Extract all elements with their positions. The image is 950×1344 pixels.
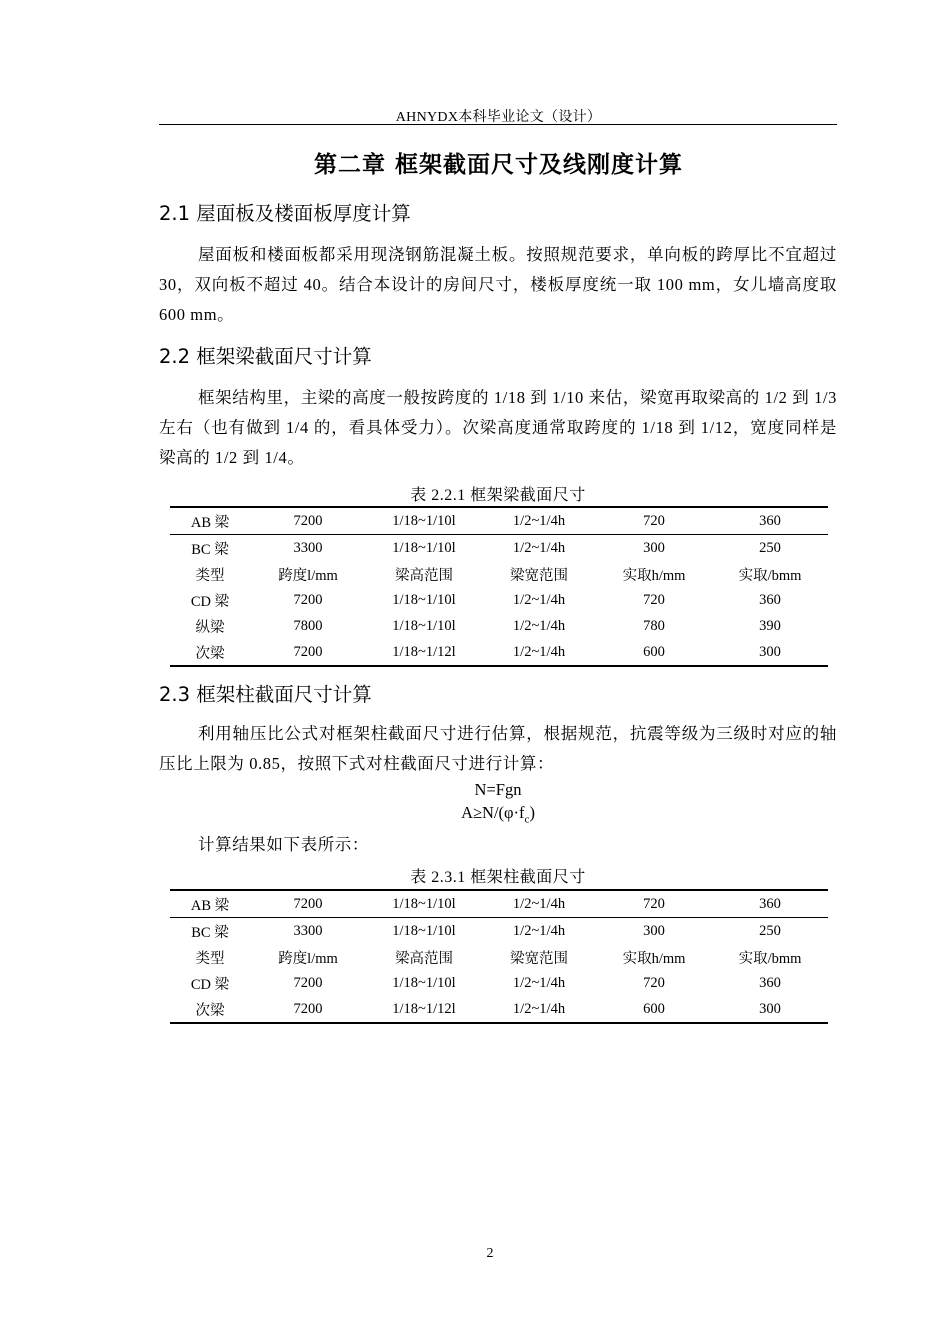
table-cell: 次梁: [170, 639, 250, 666]
column-section-table: [170, 889, 828, 1024]
table-cell: 360: [712, 507, 828, 535]
chapter-title: 第二章 框架截面尺寸及线刚度计算: [313, 152, 683, 178]
header-rule: [159, 124, 837, 125]
table-cell: 390: [759, 617, 781, 634]
table-row: [170, 613, 828, 639]
table-row: [170, 996, 828, 1023]
table-row: [170, 587, 828, 613]
table-cell: 7200: [250, 996, 366, 1023]
table-row: [170, 944, 828, 970]
table-cell: 250: [759, 539, 781, 556]
table-cell: 1/2~1/4h: [512, 974, 566, 991]
table-cell: 实取h/mm: [622, 950, 686, 967]
table-cell: 梁宽范围: [510, 950, 568, 967]
table-cell: CD 梁: [190, 593, 230, 610]
table-cell: BC 梁: [191, 541, 229, 558]
table-row: [170, 970, 828, 996]
page-number: 2: [486, 1246, 494, 1261]
table-cell: 360: [759, 974, 781, 991]
section-2-2-paragraph: 框架结构里，主梁的高度一般按跨度的 1/18 到 1/10 来估，梁宽再取梁高的 1/2 到 1/3 左右（也有做到 1/4 的，看具体受力）。次梁高度通常取跨度的 1/18 到 1/12，宽度同样是梁高的 1/2 到 1/4。: [159, 388, 837, 467]
section-2-3-paragraph: 利用轴压比公式对框架柱截面尺寸进行估算，根据规范，抗震等级为三级时对应的轴压比上限为 0.85，按照下式对柱截面尺寸进行计算：: [159, 724, 837, 773]
table-cell: 1/2~1/4h: [482, 996, 596, 1023]
table-cell: 梁高范围: [395, 950, 453, 967]
table-cell: 300: [643, 922, 665, 939]
table-cell: 7200: [293, 974, 323, 991]
table-cell: 实取/bmm: [738, 567, 802, 584]
table-cell: 3300: [293, 922, 323, 939]
table-cell: 类型: [195, 950, 225, 967]
table-row: [170, 507, 828, 535]
table-cell: 1/18~1/10l: [392, 617, 456, 634]
table-cell: 纵梁: [195, 619, 225, 636]
table-cell: 780: [643, 617, 665, 634]
table-cell: 1/18~1/10l: [392, 539, 456, 556]
section-title-2-3: 2.3 框架柱截面尺寸计算: [159, 683, 372, 706]
table-cell: 1/2~1/4h: [482, 507, 596, 535]
table-cell: 3300: [293, 539, 323, 556]
table-cell: 1/18~1/12l: [366, 996, 482, 1023]
table-row: [170, 561, 828, 587]
section-2-1-paragraph: 屋面板和楼面板都采用现浇钢筋混凝土板。按照规范要求，单向板的跨厚比不宜超过 30，双向板不超过 40。结合本设计的房间尺寸，楼板厚度统一取 100 mm，女儿墙高度取 600 mm。: [159, 245, 837, 324]
table-cell: CD 梁: [190, 976, 230, 993]
table-cell: 次梁: [170, 996, 250, 1023]
table-cell: 梁高范围: [395, 567, 453, 584]
formula-area-end: ): [529, 803, 535, 822]
table-cell: 720: [596, 507, 712, 535]
table-cell: 300: [643, 539, 665, 556]
table-cell: 1/18~1/10l: [392, 922, 456, 939]
table-cell: 跨度l/mm: [278, 950, 338, 967]
table-cell: AB 梁: [170, 507, 250, 535]
formula-area-main: A≥N/(φ·f: [461, 803, 525, 822]
table-row: [170, 890, 828, 918]
table-cell: 7200: [293, 591, 323, 608]
table-cell: BC 梁: [191, 924, 229, 941]
table-cell: 300: [712, 996, 828, 1023]
table-cell: 类型: [195, 567, 225, 584]
table-cell: 1/2~1/4h: [512, 539, 566, 556]
table-cell: 1/2~1/4h: [482, 890, 596, 918]
table-cell: 7200: [250, 507, 366, 535]
table-cell: 360: [712, 890, 828, 918]
table-cell: 7200: [250, 639, 366, 666]
calc-result-line: 计算结果如下表所示：: [198, 835, 369, 854]
table-cell: 600: [596, 639, 712, 666]
table-cell: 1/2~1/4h: [482, 639, 596, 666]
table-cell: 300: [712, 639, 828, 666]
table-cell: 7800: [293, 617, 323, 634]
table-1-caption: 表 2.2.1 框架梁截面尺寸: [410, 487, 586, 504]
table-cell: 实取h/mm: [622, 567, 686, 584]
formula-axial-force: N=Fgn: [474, 780, 522, 799]
table-row: [170, 918, 828, 945]
table-2-caption: 表 2.3.1 框架柱截面尺寸: [410, 869, 586, 886]
table-cell: 7200: [250, 890, 366, 918]
running-header: AHNYDX本科毕业论文（设计）: [395, 110, 602, 125]
table-cell: 实取/bmm: [738, 950, 802, 967]
table-cell: 720: [596, 890, 712, 918]
table-cell: 1/2~1/4h: [512, 591, 566, 608]
table-cell: AB 梁: [170, 890, 250, 918]
table-cell: 1/18~1/10l: [392, 974, 456, 991]
section-title-2-2: 2.2 框架梁截面尺寸计算: [159, 345, 372, 368]
section-title-2-1: 2.1 屋面板及楼面板厚度计算: [159, 202, 411, 225]
table-cell: 跨度l/mm: [278, 567, 338, 584]
table-cell: 1/18~1/10l: [392, 591, 456, 608]
table-cell: 600: [596, 996, 712, 1023]
table-cell: 1/18~1/12l: [366, 639, 482, 666]
table-cell: 梁宽范围: [510, 567, 568, 584]
table-row: [170, 639, 828, 666]
table-cell: 360: [759, 591, 781, 608]
table-cell: 1/18~1/10l: [366, 507, 482, 535]
table-cell: 720: [643, 591, 665, 608]
table-cell: 1/2~1/4h: [512, 922, 566, 939]
table-cell: 1/2~1/4h: [512, 617, 566, 634]
formula-area-subscript: c: [524, 813, 530, 826]
table-cell: 1/18~1/10l: [366, 890, 482, 918]
table-row: [170, 535, 828, 562]
formula-area: [159, 803, 837, 825]
table-cell: 720: [643, 974, 665, 991]
table-cell: 250: [759, 922, 781, 939]
beam-section-table: [170, 506, 828, 667]
